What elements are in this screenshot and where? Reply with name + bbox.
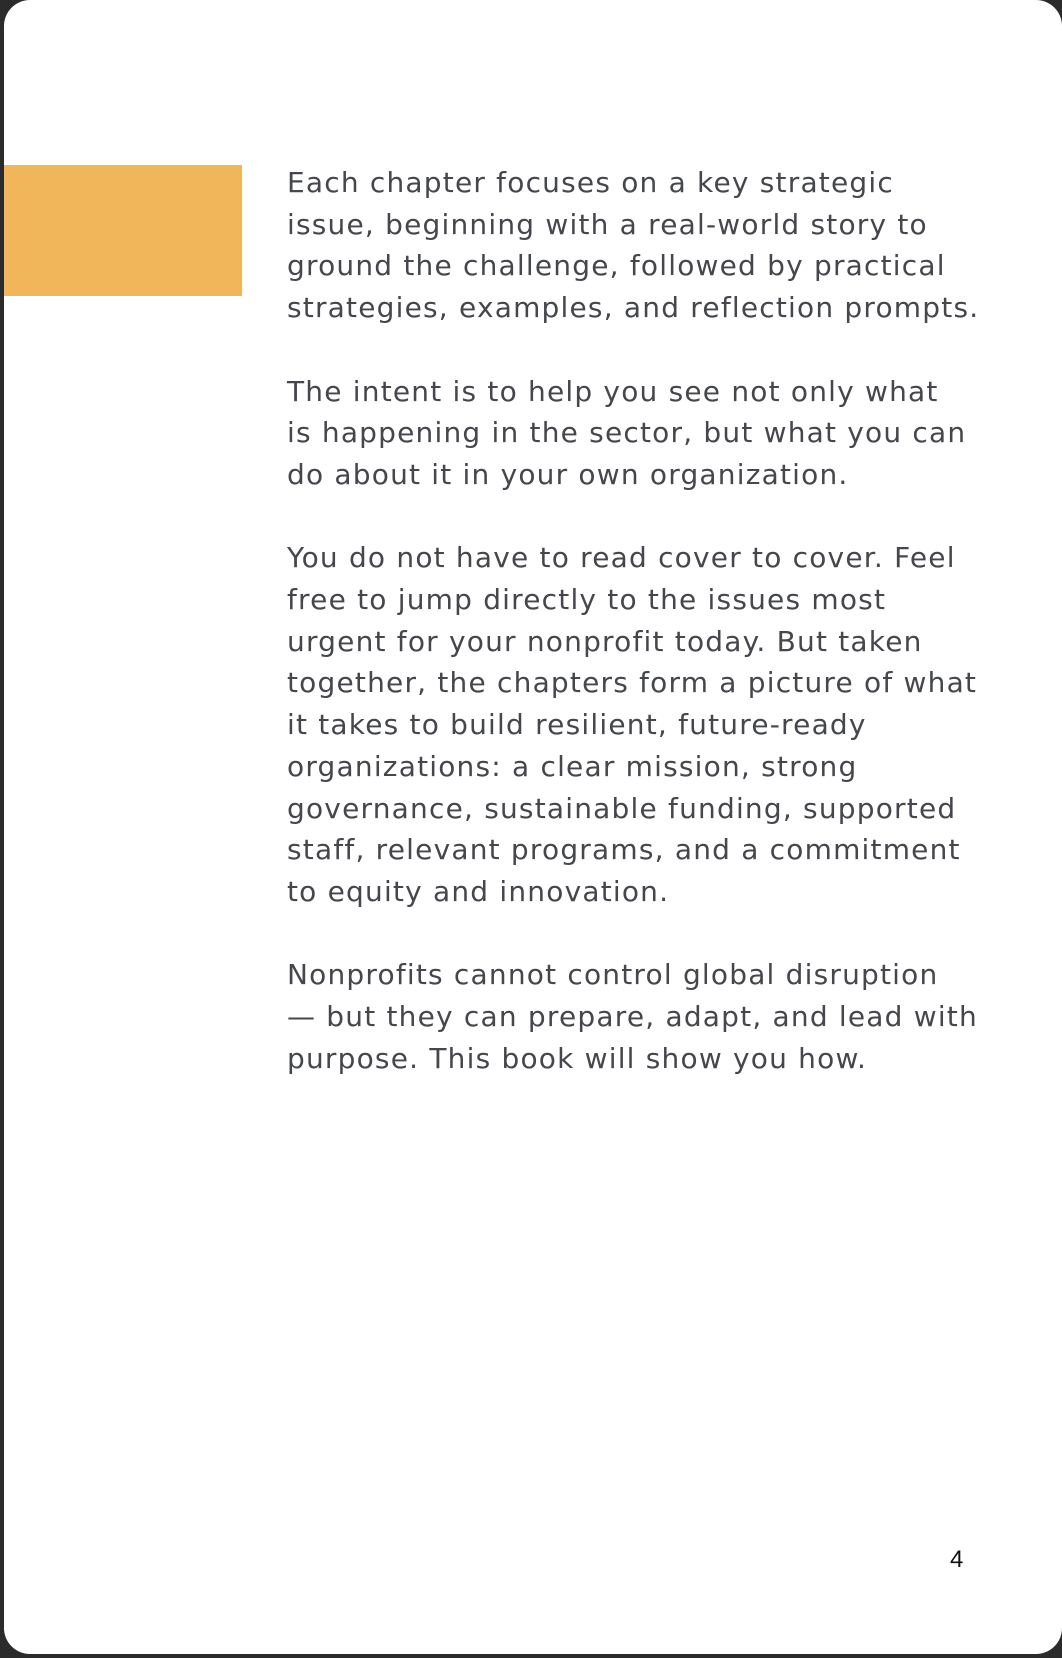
paragraph-chapter-structure: Each chapter focuses on a key strategic issue, beginning with a real-world story to ground the challenge, followed by practical strategies, examples, and reflection prompts. [287,166,980,325]
paragraph-intent: The intent is to help you see not only what is happening in the sector, but what you can do about it in your own organization. [287,374,967,491]
paragraph-closing: Nonprofits cannot control global disruption — but they can prepare, adapt, and lead with purpose. This book will show you how. [287,958,978,1075]
accent-color-block [4,165,242,296]
book-page [4,0,1062,1654]
page-number: 4 [950,1546,964,1573]
body-text [287,162,987,1121]
paragraph-reading-guidance: You do not have to read cover to cover. Feel free to jump directly to the issues most urgent for your nonprofit today. But taken together, the chapters form a picture of what it takes to build resilient, future-ready organizations: a clear mission, strong governance, sustainable funding, supported staff, relevant programs, and a commitment to equity and innovation. [287,541,978,908]
